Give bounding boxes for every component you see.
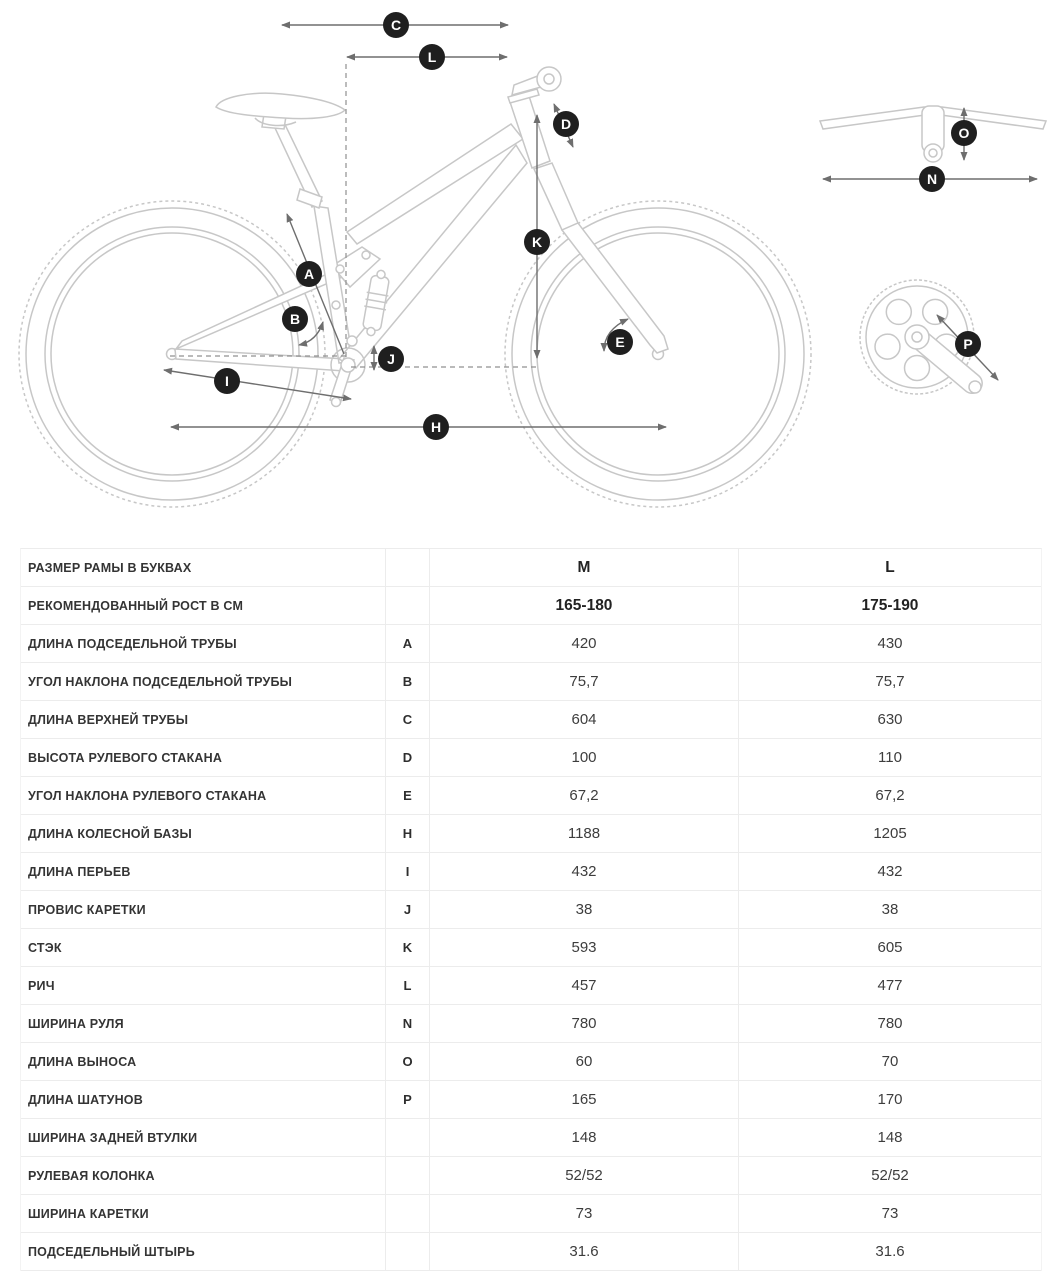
row-letter: D [386, 739, 430, 776]
row-label: УГОЛ НАКЛОНА ПОДСЕДЕЛЬНОЙ ТРУБЫ [21, 663, 386, 700]
value-m: 420 [430, 625, 739, 662]
value-m: 148 [430, 1119, 739, 1156]
table-row [21, 777, 1041, 815]
row-letter: P [386, 1081, 430, 1118]
row-label: РЕКОМЕНДОВАННЫЙ РОСТ В СМ [21, 587, 386, 624]
handlebar-detail [820, 106, 1046, 162]
value-m: 165 [430, 1081, 739, 1118]
front-wheel [505, 201, 811, 507]
table-row [21, 891, 1041, 929]
row-letter: H [386, 815, 430, 852]
bike-diagram-svg [0, 0, 1057, 546]
row-letter [386, 1233, 430, 1270]
row-letter: B [386, 663, 430, 700]
table-row [21, 1081, 1041, 1119]
value-m: 60 [430, 1043, 739, 1080]
value-m: 75,7 [430, 663, 739, 700]
value-m: 604 [430, 701, 739, 738]
value-m: 73 [430, 1195, 739, 1232]
row-label: РАЗМЕР РАМЫ В БУКВАХ [21, 549, 386, 586]
value-l: 432 [877, 863, 903, 880]
row-letter [386, 1157, 430, 1194]
row-letter: N [386, 1005, 430, 1042]
row-label: ПРОВИС КАРЕТКИ [21, 891, 386, 928]
table-row [21, 1119, 1041, 1157]
value-l: 38 [881, 901, 899, 918]
value-l: 73 [881, 1205, 899, 1222]
row-letter: C [386, 701, 430, 738]
value-m: 100 [430, 739, 739, 776]
value-l: 70 [881, 1053, 899, 1070]
value-m: 38 [430, 891, 739, 928]
value-l: 1205 [873, 825, 907, 842]
value-l: 170 [877, 1091, 903, 1108]
table-row [21, 1005, 1041, 1043]
diagram-marker-J: J [378, 346, 404, 372]
row-letter: I [386, 853, 430, 890]
table-row [21, 739, 1041, 777]
value-m: M [430, 549, 739, 586]
row-label: ШИРИНА КАРЕТКИ [21, 1195, 386, 1232]
diagram-marker-I: I [214, 368, 240, 394]
value-l: 31.6 [875, 1243, 905, 1260]
diagram-marker-D: D [553, 111, 579, 137]
row-label: ДЛИНА ПОДСЕДЕЛЬНОЙ ТРУБЫ [21, 625, 386, 662]
value-l: 52/52 [871, 1167, 909, 1184]
value-m: 457 [430, 967, 739, 1004]
row-label: РИЧ [21, 967, 386, 1004]
seatpost-saddle [216, 93, 345, 208]
value-l: 148 [877, 1129, 903, 1146]
geometry-table [20, 548, 1042, 1271]
diagram-marker-C: C [383, 12, 409, 38]
rear-wheel [19, 201, 325, 507]
row-letter: A [386, 625, 430, 662]
value-m: 1188 [430, 815, 739, 852]
value-m: 432 [430, 853, 739, 890]
table-row [21, 1043, 1041, 1081]
diagram-marker-H: H [423, 414, 449, 440]
diagram-marker-N: N [919, 166, 945, 192]
diagram-marker-B: B [282, 306, 308, 332]
fork [534, 163, 668, 353]
row-letter: J [386, 891, 430, 928]
value-m: 67,2 [430, 777, 739, 814]
row-label: СТЭК [21, 929, 386, 966]
value-l: 67,2 [875, 787, 905, 804]
row-label: ДЛИНА ВЫНОСА [21, 1043, 386, 1080]
diagram-marker-O: O [951, 120, 977, 146]
value-l: 110 [878, 749, 902, 766]
row-letter [386, 1119, 430, 1156]
table-row [21, 549, 1041, 587]
value-m: 165-180 [430, 587, 739, 624]
row-label: РУЛЕВАЯ КОЛОНКА [21, 1157, 386, 1194]
value-l: 75,7 [875, 673, 905, 690]
row-label: ДЛИНА ПЕРЬЕВ [21, 853, 386, 890]
row-label: ШИРИНА ЗАДНЕЙ ВТУЛКИ [21, 1119, 386, 1156]
row-letter [386, 549, 430, 586]
table-row [21, 853, 1041, 891]
table-row [21, 663, 1041, 701]
value-l: 780 [877, 1015, 903, 1032]
frame [175, 124, 527, 371]
diagram-marker-A: A [296, 261, 322, 287]
diagram-marker-P: P [955, 331, 981, 357]
value-m: 31.6 [430, 1233, 739, 1270]
table-row [21, 1233, 1041, 1271]
row-label: ПОДСЕДЕЛЬНЫЙ ШТЫРЬ [21, 1233, 386, 1270]
table-row [21, 1195, 1041, 1233]
row-label: ВЫСОТА РУЛЕВОГО СТАКАНА [21, 739, 386, 776]
value-l: 630 [877, 711, 903, 728]
row-letter: O [386, 1043, 430, 1080]
row-letter: K [386, 929, 430, 966]
row-letter: E [386, 777, 430, 814]
row-label: ДЛИНА КОЛЕСНОЙ БАЗЫ [21, 815, 386, 852]
table-row [21, 815, 1041, 853]
table-row [21, 967, 1041, 1005]
table-row [21, 625, 1041, 663]
geometry-diagram [0, 0, 1057, 546]
value-l: L [885, 558, 895, 576]
value-l: 175-190 [861, 596, 919, 614]
row-label: ШИРИНА РУЛЯ [21, 1005, 386, 1042]
diagram-marker-E: E [607, 329, 633, 355]
value-m: 593 [430, 929, 739, 966]
value-l: 430 [877, 635, 903, 652]
value-m: 780 [430, 1005, 739, 1042]
row-letter [386, 1195, 430, 1232]
row-label: ДЛИНА ВЕРХНЕЙ ТРУБЫ [21, 701, 386, 738]
row-letter: L [386, 967, 430, 1004]
row-letter [386, 587, 430, 624]
diagram-marker-L: L [419, 44, 445, 70]
table-row [21, 701, 1041, 739]
diagram-marker-K: K [524, 229, 550, 255]
value-m: 52/52 [430, 1157, 739, 1194]
table-row [21, 929, 1041, 967]
main-bike [19, 67, 811, 507]
table-row [21, 1157, 1041, 1195]
row-label: ДЛИНА ШАТУНОВ [21, 1081, 386, 1118]
row-label: УГОЛ НАКЛОНА РУЛЕВОГО СТАКАНА [21, 777, 386, 814]
value-l: 477 [877, 977, 903, 994]
value-l: 605 [877, 939, 903, 956]
table-row [21, 587, 1041, 625]
